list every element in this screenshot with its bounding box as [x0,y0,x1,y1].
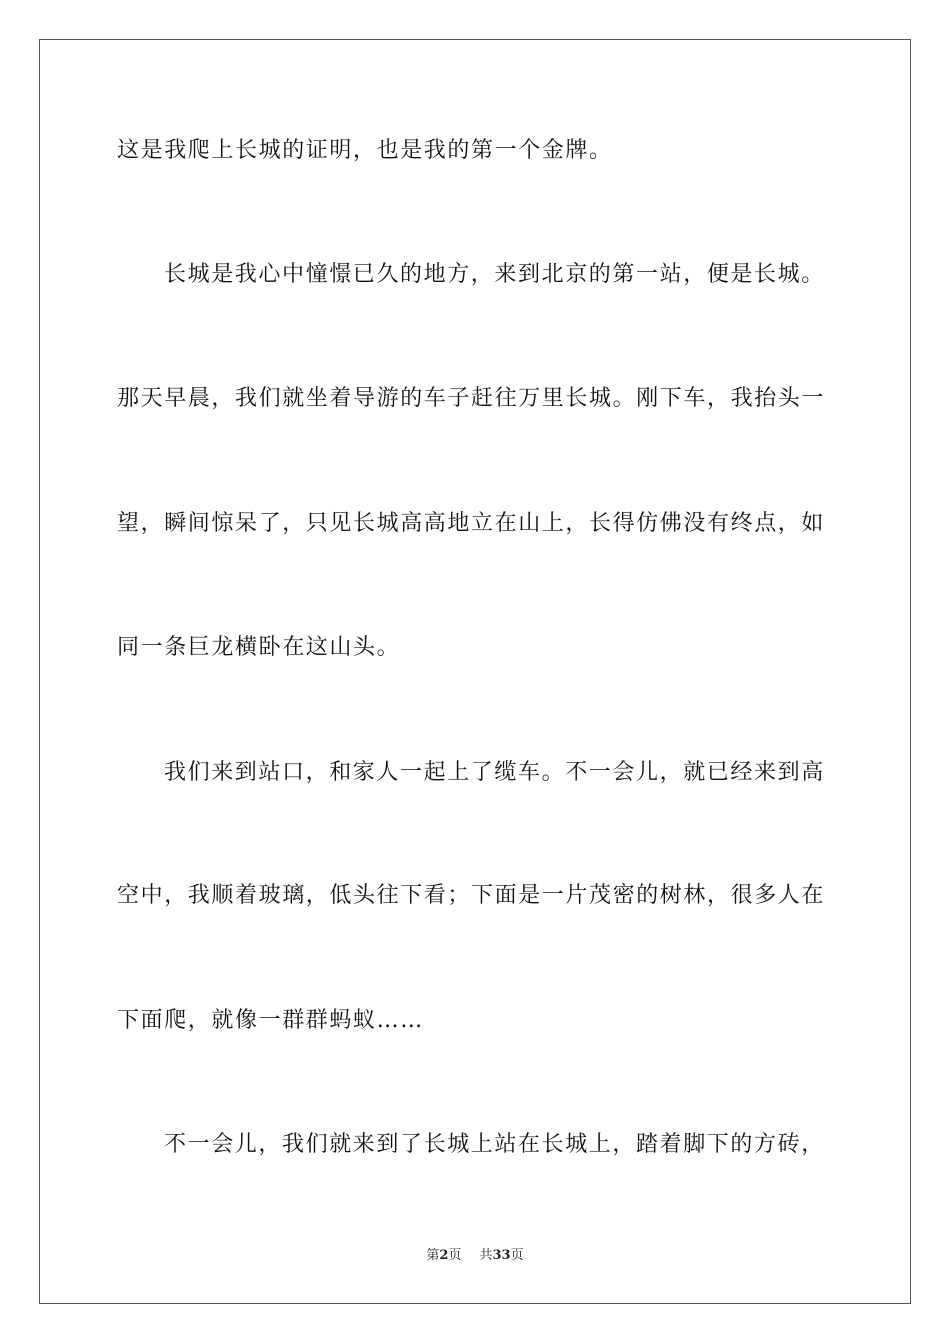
text-line: 这是我爬上长城的证明，也是我的第一个金牌。 [117,138,613,163]
paragraph-start-line: 不一会儿，我们就来到了长城上站在长城上，踏着脚下的方砖， [164,1132,825,1157]
text-line: 望，瞬间惊呆了，只见长城高高地立在山上，长得仿佛没有终点，如 [117,511,826,536]
page-footer [0,1247,950,1265]
text-line: 下面爬，就像一群群蚂蚁…… [117,1008,424,1033]
total-pages: 33 [492,1248,511,1263]
total-prefix: 共 [479,1248,493,1263]
text-line: 空中，我顺着玻璃，低头往下看；下面是一片茂密的树林，很多人在 [117,883,826,908]
text-line: 同一条巨龙横卧在这山头。 [117,635,401,660]
total-suffix: 页 [510,1248,524,1263]
paragraph-start-line: 长城是我心中憧憬已久的地方，来到北京的第一站，便是长城。 [164,262,825,287]
paragraph-start-line: 我们来到站口，和家人一起上了缆车。不一会儿，就已经来到高 [164,760,825,785]
page-frame [39,39,911,1304]
page-number: 2 [439,1248,449,1263]
page-prefix: 第 [426,1248,440,1263]
page-suffix: 页 [448,1248,462,1263]
text-line: 那天早晨，我们就坐着导游的车子赶往万里长城。刚下车，我抬头一 [117,386,826,411]
